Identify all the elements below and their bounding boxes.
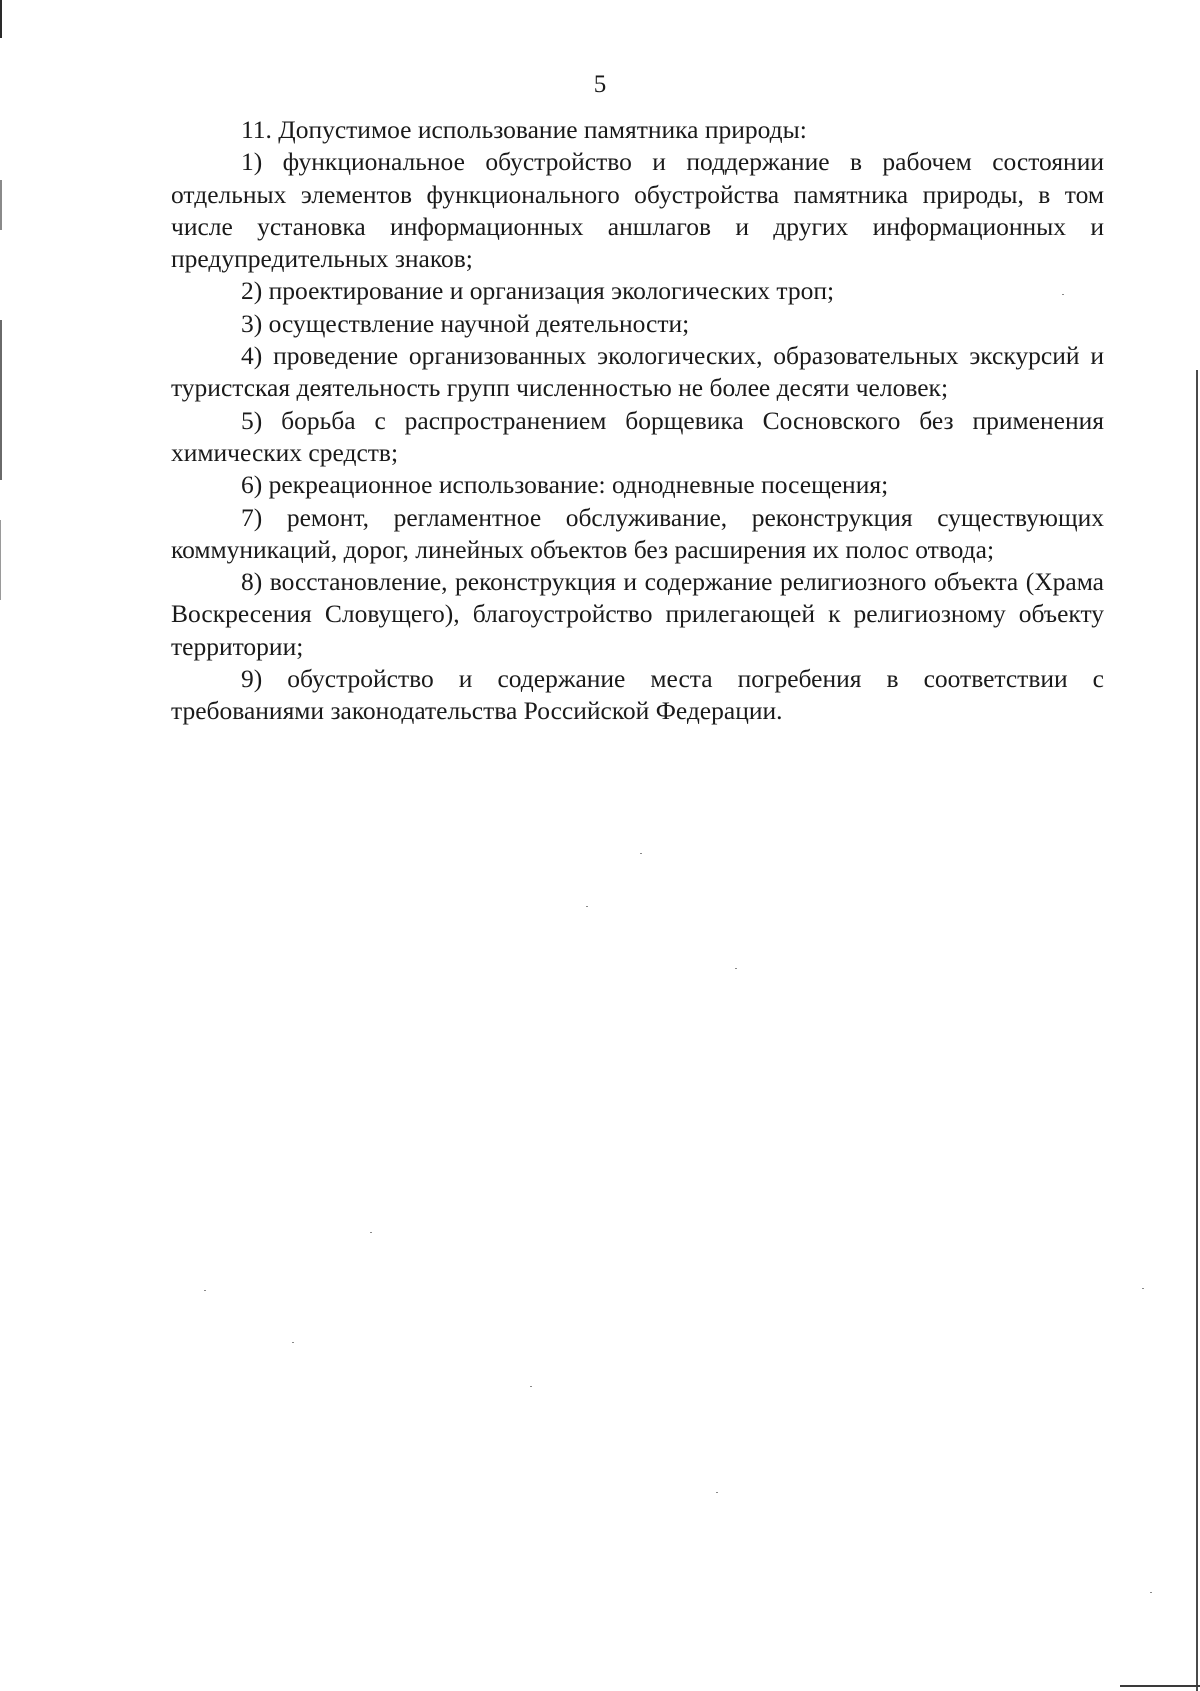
list-item: 6) рекреационное использование: однодневные посещения; xyxy=(241,470,889,500)
scan-edge-mark xyxy=(0,520,1,600)
document-body xyxy=(171,114,1104,728)
list-item: 3) осуществление научной деятельности; xyxy=(241,308,690,338)
list-item: 9) обустройство и содержание места погребения в соответствии с требованиями законодательства Российской Федерации. xyxy=(171,664,1104,726)
page-number: 5 xyxy=(593,71,607,98)
scan-edge-mark xyxy=(0,0,2,38)
scan-edge-mark xyxy=(1196,370,1198,1691)
scan-edge-mark xyxy=(1120,1685,1200,1687)
section-heading: 11. Допустимое использование памятника природы: xyxy=(241,115,807,144)
scan-edge-mark xyxy=(0,320,2,480)
list-item: 1) функциональное обустройство и поддержание в рабочем состоянии отдельных элементов функционального обустройства памятника природы, в том числе установка информационных аншлагов и других информационных и предупредительных знаков; xyxy=(171,147,1104,274)
scan-edge-mark xyxy=(0,180,2,230)
list-item: 5) борьба с распространением борщевика Сосновского без применения химических средств; xyxy=(171,405,1104,467)
list-item: 4) проведение организованных экологических, образовательных экскурсий и туристская деятельность групп численностью не более десяти человек; xyxy=(171,341,1104,403)
list-item: 7) ремонт, регламентное обслуживание, реконструкция существующих коммуникаций, дорог, линейных объектов без расширения их полос отвода; xyxy=(171,502,1104,564)
list-item: 2) проектирование и организация экологических троп; xyxy=(241,276,835,306)
list-item: 8) восстановление, реконструкция и содержание религиозного объекта (Храма Воскресения Словущего), благоустройство прилегающей к религиозному объекту территории; xyxy=(171,567,1104,661)
